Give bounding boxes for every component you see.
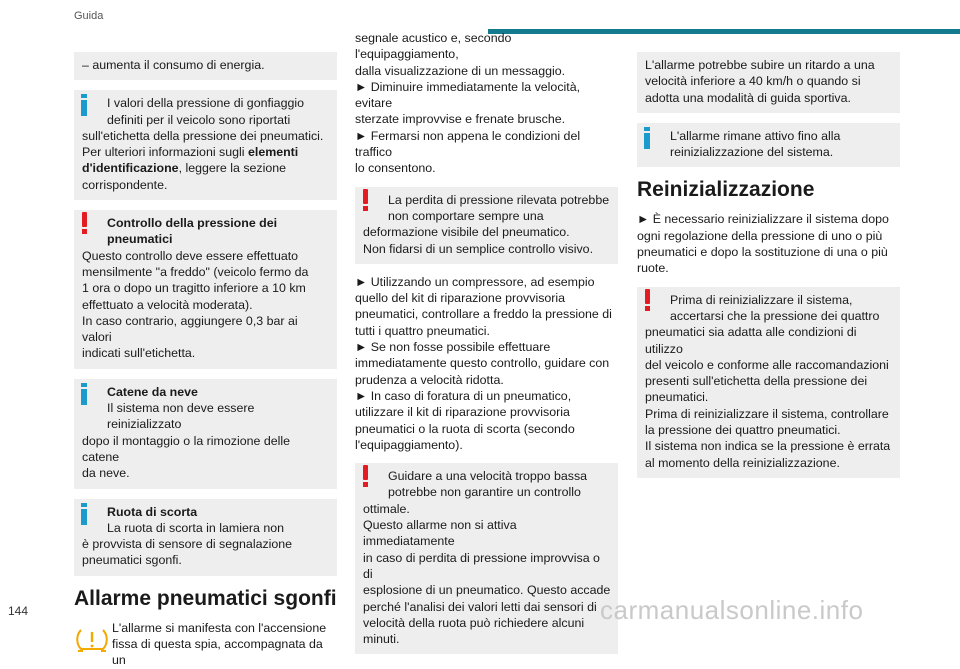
- info-line: è provvista di sensore di segnalazione: [82, 537, 293, 552]
- text-line: tutti i quattro pneumatici.: [355, 323, 490, 338]
- note-line: velocità inferiore a 40 km/h o quando si: [645, 74, 861, 89]
- warning-line: al momento della reinizializzazione.: [645, 455, 840, 470]
- warning-line: Questo allarme non si attiva immediatamente: [363, 518, 517, 549]
- warning-line: Prima di reinizializzare il sistema, controllare: [645, 406, 889, 421]
- info-line: La ruota di scorta in lamiera non: [107, 520, 285, 535]
- info-line: da neve.: [82, 466, 130, 481]
- text-line: ► Se non fosse possibile effettuare: [355, 340, 551, 355]
- warning-line: esplosione di un pneumatico. Questo accade: [363, 583, 611, 598]
- info-line: I valori della pressione di gonfiaggio: [107, 96, 304, 111]
- warning-line: non comportare sempre una: [388, 208, 544, 223]
- text-line: ruote.: [637, 261, 669, 276]
- text-line: pneumatici, controllare a freddo la pressione di: [355, 307, 612, 322]
- warning-exclamation-icon: [81, 212, 89, 234]
- column-1: [74, 52, 337, 669]
- warning-line: ottimale.: [363, 501, 410, 516]
- info-line: definiti per il veicolo sono riportati: [107, 112, 291, 127]
- warning-line: accertarsi che la pressione dei quattro: [670, 308, 880, 323]
- warning-title: Controllo della pressione dei: [107, 216, 278, 231]
- tpms-line: L'allarme si manifesta con l'accensione: [112, 620, 327, 635]
- warning-line: perché l'analisi dei valori letti dai sensori di: [363, 599, 597, 614]
- text-line: utilizzare il kit di riparazione provvisoria: [355, 405, 570, 420]
- tpms-line: fissa di questa spia, accompagnata da un: [112, 637, 323, 668]
- warning-line: potrebbe non garantire un controllo: [388, 485, 581, 500]
- info-line: pneumatici sgonfi.: [82, 553, 182, 568]
- warning-box-visual-check: [355, 187, 618, 264]
- note-line: adotta una modalità di guida sportiva.: [645, 90, 851, 105]
- info-line: reinizializzazione del sistema.: [670, 145, 834, 160]
- note-text: – aumenta il consumo di energia.: [82, 58, 265, 72]
- info-box-pressure-values: [74, 90, 337, 200]
- info-line: d'identificazione, leggere la sezione: [82, 161, 287, 176]
- warning-box-pressure-check: [74, 210, 337, 369]
- warning-exclamation-icon: [644, 289, 652, 311]
- tpms-warning-lamp-icon: [74, 622, 110, 654]
- warning-line: effettuato a velocità moderata).: [82, 297, 253, 312]
- warning-box-before-reset: [637, 287, 900, 478]
- warning-line: La perdita di pressione rilevata potrebbe: [388, 192, 610, 207]
- warning-line: indicati sull'etichetta.: [82, 346, 196, 361]
- warning-line: Non fidarsi di un semplice controllo visivo.: [363, 241, 594, 256]
- warning-line: Il sistema non indica se la pressione è errata: [645, 439, 891, 454]
- warning-line: del veicolo e conforme alle raccomandazioni: [645, 357, 889, 372]
- warning-line: In caso contrario, aggiungere 0,3 bar ai valori: [82, 313, 298, 345]
- section-heading-reset: Reinizializzazione: [637, 178, 815, 202]
- warning-line: mensilmente "a freddo" (veicolo fermo da: [82, 264, 309, 279]
- info-line: Per ulteriori informazioni sugli elementi: [82, 145, 299, 160]
- text-line: lo consentono.: [355, 161, 436, 176]
- page-number: 144: [8, 604, 29, 618]
- text-line: sterzate improvvise e frenate brusche.: [355, 112, 566, 127]
- info-box-spare-wheel: [74, 499, 337, 576]
- tpms-paragraph: [74, 620, 337, 669]
- column-2: [355, 30, 618, 664]
- note-energy: [74, 52, 337, 80]
- info-line: sull'etichetta della pressione dei pneumatici.: [82, 128, 324, 143]
- text-line: immediatamente questo controllo, guidare con: [355, 356, 610, 371]
- warning-line: presenti sull'etichetta della pressione dei: [645, 374, 868, 389]
- text-line: quello del kit di riparazione provvisoria: [355, 291, 566, 306]
- text-line: ► Utilizzando un compressore, ad esempio: [355, 274, 595, 289]
- info-icon: [81, 503, 87, 525]
- text-line: pneumatici e dopo la sostituzione di una o più: [637, 245, 888, 260]
- site-watermark: carmanualsonline.info: [600, 595, 864, 625]
- warning-line: velocità della ruota può richiedere alcuni: [363, 615, 585, 630]
- section-heading-deflation-alert: Allarme pneumatici sgonfi: [74, 586, 337, 610]
- text-line: ► È necessario reinizializzare il sistema dopo: [637, 212, 889, 227]
- paragraph-actions: [355, 30, 618, 177]
- text-line: ► In caso di foratura di un pneumatico,: [355, 388, 572, 403]
- text-line: pneumatici o la ruota di scorta (secondo: [355, 421, 575, 436]
- warning-line: pneumatici sia adatta alle condizioni di utilizzo: [645, 325, 857, 356]
- warning-title: pneumatici: [107, 232, 173, 247]
- warning-line: Questo controllo deve essere effettuato: [82, 248, 299, 263]
- paragraph-compressor: [355, 274, 618, 453]
- warning-line: Guidare a una velocità troppo bassa: [388, 469, 588, 484]
- warning-line: la pressione dei quattro pneumatici.: [645, 423, 841, 438]
- info-box-alarm-active: [637, 123, 900, 168]
- page-header-title: Guida: [74, 10, 104, 22]
- info-line: corrispondente.: [82, 177, 168, 192]
- column-3: [637, 52, 900, 488]
- info-line: Il sistema non deve essere reinizializzato: [107, 401, 255, 432]
- info-icon: [81, 94, 87, 116]
- info-box-snow-chains: [74, 379, 337, 489]
- text-line: ► Fermarsi non appena le condizioni del traffico: [355, 128, 581, 160]
- text-line: l'equipaggiamento).: [355, 437, 463, 452]
- text-line: segnale acustico e, secondo l'equipaggiamento,: [355, 31, 512, 62]
- warning-line: pneumatici.: [645, 390, 709, 405]
- warning-exclamation-icon: [362, 189, 370, 211]
- warning-line: Prima di reinizializzare il sistema,: [670, 292, 853, 307]
- warning-line: in caso di perdita di pressione improvvisa o di: [363, 550, 600, 581]
- warning-exclamation-icon: [362, 465, 370, 487]
- info-icon: [81, 383, 87, 405]
- note-alarm-delay: [637, 52, 900, 113]
- note-line: L'allarme potrebbe subire un ritardo a una: [645, 58, 875, 72]
- info-title: Ruota di scorta: [107, 504, 198, 519]
- info-title: Catene da neve: [107, 384, 198, 399]
- paragraph-reset: [637, 211, 900, 276]
- text-line: prudenza a velocità ridotta.: [355, 372, 504, 387]
- info-line: dopo il montaggio o la rimozione delle catene: [82, 433, 291, 464]
- info-line: L'allarme rimane attivo fino alla: [670, 128, 841, 143]
- warning-box-low-speed: [355, 463, 618, 654]
- text-line: dalla visualizzazione di un messaggio.: [355, 63, 566, 78]
- warning-line: deformazione visibile del pneumatico.: [363, 225, 570, 240]
- text-line: ► Diminuire immediatamente la velocità, evitare: [355, 79, 581, 111]
- text-line: ogni regolazione della pressione di uno o più: [637, 228, 883, 243]
- warning-line: 1 ora o dopo un tragitto inferiore a 10 km: [82, 281, 306, 296]
- warning-line: minuti.: [363, 632, 400, 647]
- info-icon: [644, 127, 650, 149]
